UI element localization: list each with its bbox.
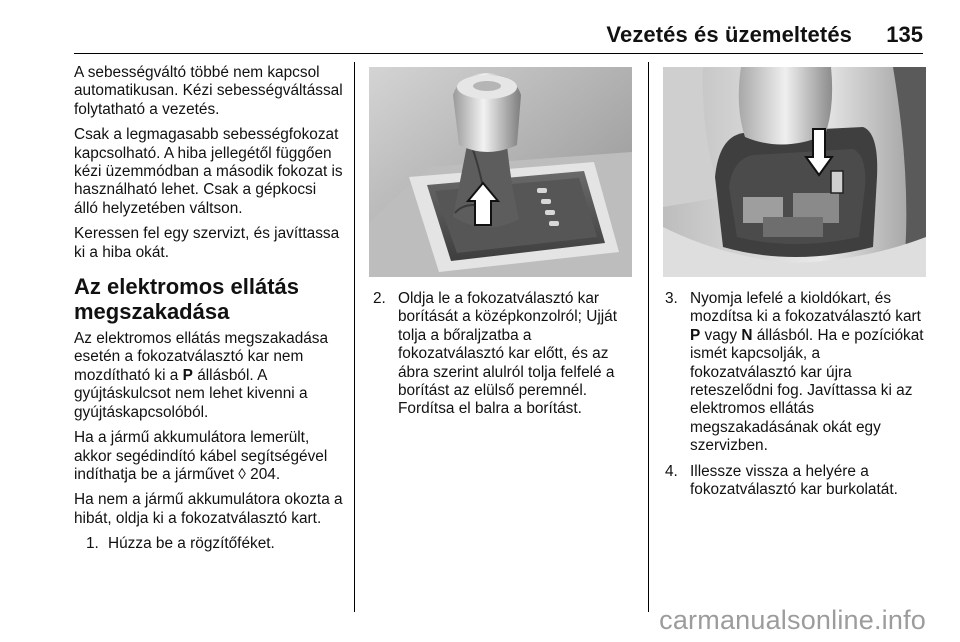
text-column-3 — [665, 290, 930, 506]
paragraph: Keressen fel egy szervizt, és javíttassa ki a hiba okát. — [74, 225, 340, 261]
gear-position-p: P — [690, 326, 701, 344]
column-divider-right — [648, 62, 649, 612]
step-4 — [665, 463, 930, 500]
figure-release-lever — [663, 67, 926, 277]
paragraph: A sebességváltó többé nem kapcsol automatikusan. Kézi sebességváltással folytatható a vezetés. — [74, 64, 343, 118]
gear-knob-illustration — [369, 67, 632, 277]
gear-position-n: N — [741, 326, 753, 344]
page-number: 135 — [886, 22, 923, 47]
column-divider-left — [354, 62, 355, 612]
text-run: állásból. Ha e pozíciókat ismét kapcsolják, a fokozatválasztó kar újra reteszelődni fog. Javíttassa ki az elektromos ellátás megszakadásának okát egy szervizben. — [690, 326, 924, 455]
step-text: Oldja le a fokozatválasztó kar borítását a középkonzolról; Ujját tolja a bőraljzatba a fokozatválasztó kar előtt, és az ábra szerint alulról tolja felfelé a borítást az elülső peremnél. Fordítsa el balra a borítást. — [398, 290, 618, 418]
text-column-2 — [373, 290, 639, 426]
step-text: Illessze vissza a helyére a fokozatválasztó kar burkolatát. — [690, 462, 898, 499]
step-number: 1. — [86, 535, 99, 553]
step-text — [690, 290, 924, 454]
step-number: 4. — [665, 462, 678, 480]
step-1 — [74, 535, 344, 553]
text-run: állásból. A gyújtáskulcsot nem lehet kivenni a gyújtáskapcsolóból. — [74, 366, 308, 421]
release-lever-illustration — [663, 67, 926, 277]
header-divider — [74, 53, 923, 54]
step-2 — [373, 290, 639, 419]
paragraph: Ha a jármű akkumulátora lemerült, akkor segédindító kábel segítségével indíthatja be a járművet ◊ 204. — [74, 429, 328, 483]
step-text: Húzza be a rögzítőféket. — [108, 535, 275, 553]
text-column-1 — [74, 64, 344, 561]
paragraph: Csak a legmagasabb sebességfokozat kapcsolható. A hiba jellegétől függően kézi üzemmódban a második fokozat is használható lehet. Csak a gépkocsi álló helyzetében váltson. — [74, 126, 343, 217]
text-run: Nyomja lefelé a kioldókart, és mozdítsa ki a fokozatválasztó kart — [690, 290, 921, 326]
paragraph — [74, 330, 344, 422]
section-heading: Az elektromos ellátás megszakadása — [74, 274, 299, 325]
figure-gear-selector-cover — [369, 67, 632, 277]
step-number: 3. — [665, 290, 678, 307]
text-run: vagy — [700, 326, 742, 344]
page-title: Vezetés és üzemeltetés — [606, 22, 852, 47]
gear-position-p: P — [182, 366, 193, 384]
paragraph: Ha nem a jármű akkumulátora okozta a hibát, oldja ki a fokozatválasztó kart. — [74, 491, 343, 527]
watermark: carmanualsonline.info — [659, 605, 926, 635]
step-3 — [665, 290, 930, 456]
step-number: 2. — [373, 290, 386, 307]
text-run: Az elektromos ellátás megszakadása esetén a fokozatválasztó kar nem mozdítható ki a — [74, 330, 329, 384]
